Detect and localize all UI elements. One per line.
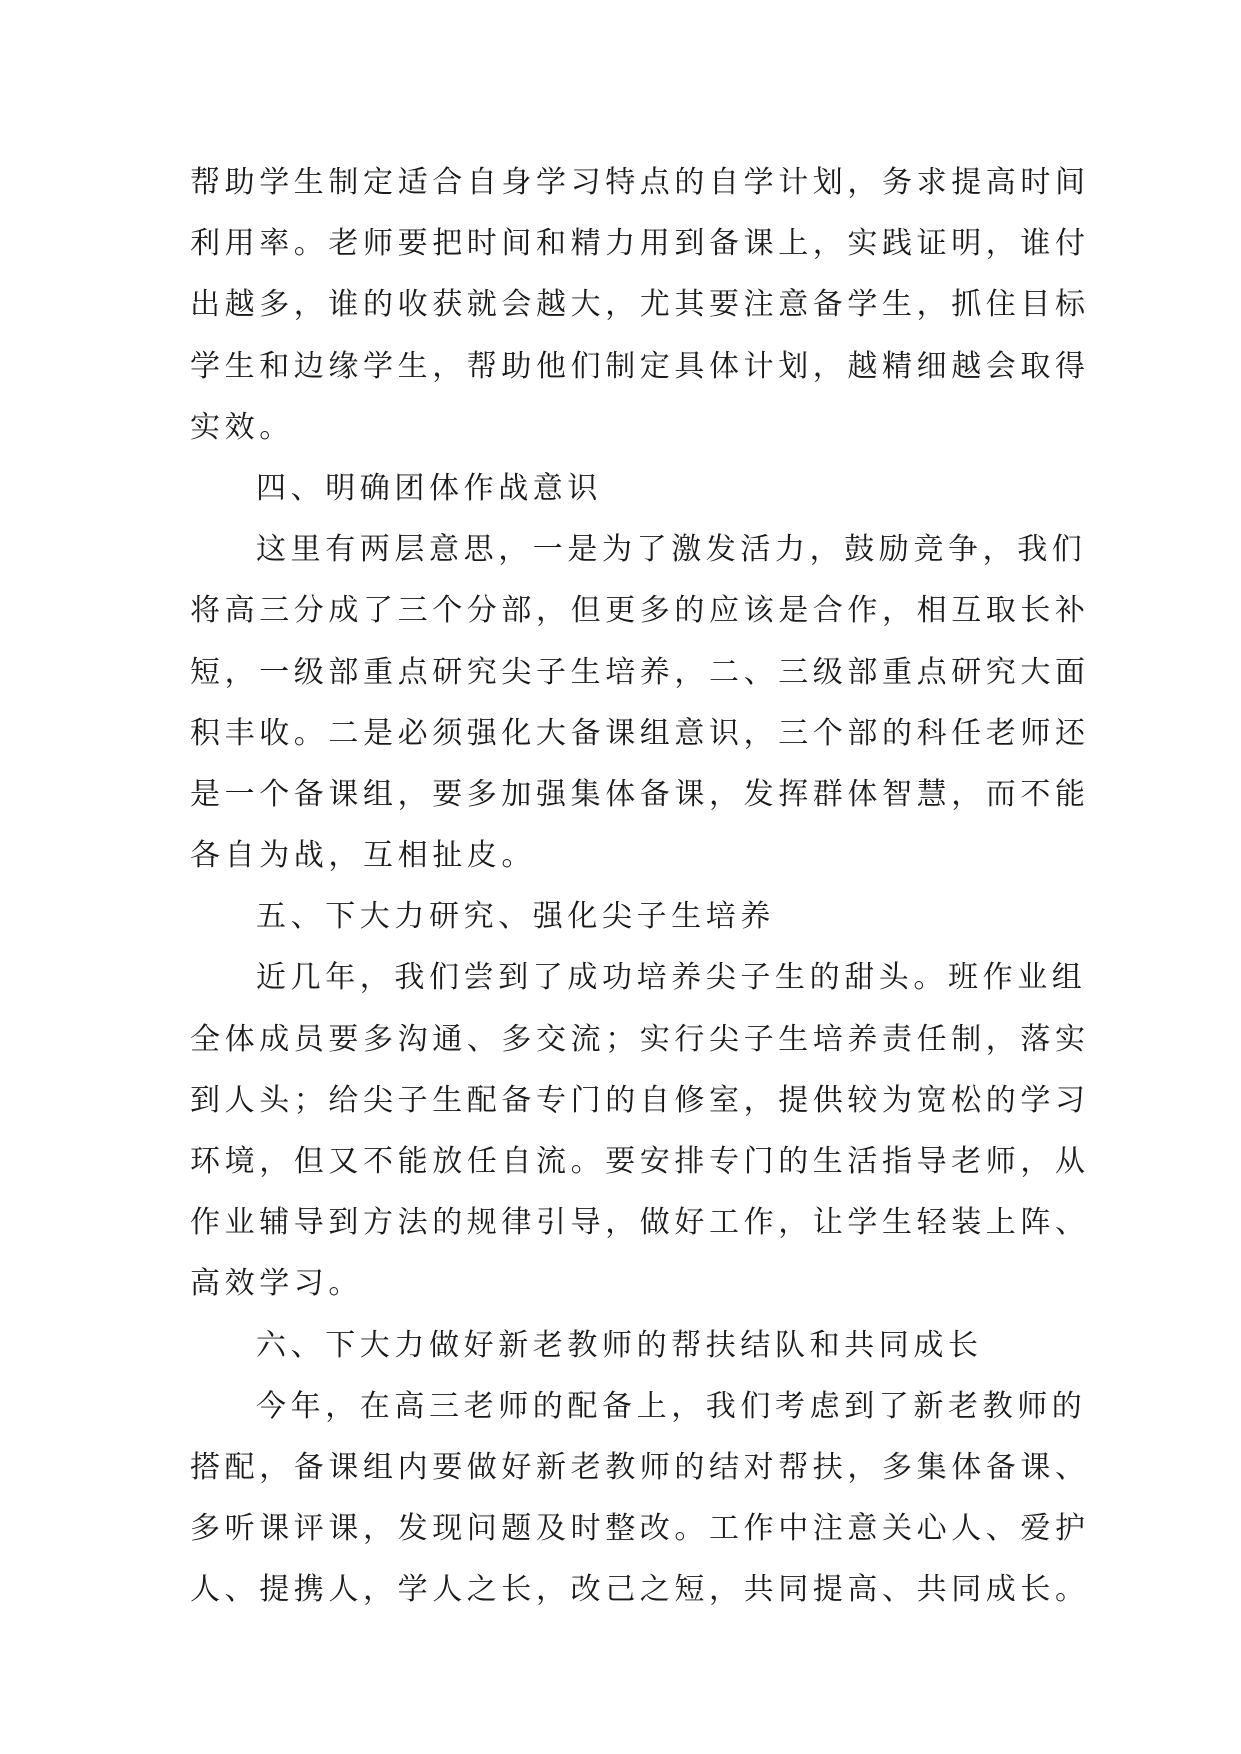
paragraph-line: 出越多，谁的收获就会越大，尤其要注意备学生，抓住目标	[190, 287, 1090, 323]
paragraph-line: 今年，在高三老师的配备上，我们考虑到了新老教师的	[256, 1388, 1087, 1424]
section-heading-5: 五、下大力研究、强化尖子生培养	[256, 899, 775, 935]
paragraph-line: 环境，但又不能放任自流。要安排专门的生活指导老师，从	[190, 1144, 1090, 1179]
section-heading-6: 六、下大力做好新老教师的帮扶结队和共同成长	[256, 1327, 983, 1363]
paragraph-line: 搭配，备课组内要做好新老教师的结对帮扶，多集体备课、	[190, 1449, 1090, 1485]
document-body	[190, 152, 1090, 1621]
paragraph-line: 高效学习。	[190, 1266, 363, 1302]
section-heading-4: 四、明确团体作战意识	[256, 470, 602, 506]
paragraph-line: 这里有两层意思，一是为了激发活力，鼓励竞争，我们	[256, 532, 1087, 568]
paragraph-line: 到人头；给尖子生配备专门的自修室，提供较为宽松的学习	[190, 1082, 1090, 1118]
paragraph-line: 将高三分成了三个分部，但更多的应该是合作，相互取长补	[190, 593, 1090, 629]
paragraph-line: 积丰收。二是必须强化大备课组意识，三个部的科任老师还	[190, 715, 1090, 751]
paragraph-line: 帮助学生制定适合自身学习特点的自学计划，务求提高时间	[190, 165, 1090, 200]
paragraph-line: 多听课评课，发现问题及时整改。工作中注意关心人、爱护	[190, 1511, 1090, 1547]
paragraph-line: 全体成员要多沟通、多交流；实行尖子生培养责任制，落实	[190, 1021, 1090, 1057]
paragraph-line: 实效。	[190, 409, 294, 445]
paragraph-line: 学生和边缘学生，帮助他们制定具体计划，越精细越会取得	[190, 348, 1090, 384]
paragraph-line: 作业辅导到方法的规律引导，做好工作，让学生轻装上阵、	[190, 1205, 1090, 1241]
paragraph-line: 是一个备课组，要多加强集体备课，发挥群体智慧，而不能	[190, 776, 1090, 812]
paragraph-line: 人、提携人，学人之长，改己之短，共同提高、共同成长。	[190, 1572, 1090, 1608]
paragraph-line: 短，一级部重点研究尖子生培养，二、三级部重点研究大面	[190, 654, 1090, 690]
paragraph-line: 各自为战，互相扯皮。	[190, 838, 536, 874]
paragraph-line: 利用率。老师要把时间和精力用到备课上，实践证明，谁付	[190, 226, 1090, 262]
paragraph-line: 近几年，我们尝到了成功培养尖子生的甜头。班作业组	[256, 960, 1087, 996]
